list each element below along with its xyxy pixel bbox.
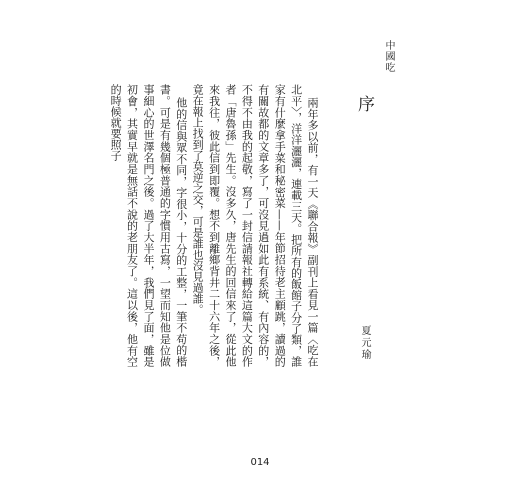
- author-name: 夏元瑜: [359, 325, 370, 361]
- paragraph: 兩年多以前，有一天《聯合報》副刊上看見一篇〈吃在北平〉，洋洋灑灑，連載三天。把所有的飯館子分了類，誰家有什麼拿手菜和秘密菜——年節招待老主顧跳，讀過的有關故都的文章多了，可沒見過如此有系統、有內容的，不得不由我的起敬，寫了一封信請報社轉給這篇大文的作者「唐魯孫」先生。沒多久，唐先生的回信來了，從此他來我往，彼此信到即覆。想不到離鄉背井二十六年之後，竟在報上找到了莫逆之交，可是誰也沒見過誰。: [191, 84, 319, 367]
- page-number: 014: [250, 457, 270, 468]
- paragraph: 他的信與眾不同，字很小，十分的工整，一筆不苟的楷書。可是有幾個極普通的字慣用古寫，一望而知他是位做事細心的世澤名門之後。過了大半年，我們見了面，雖是初會，其實早就是無話不說的老朋友了。這以後，他有空的時候就要照子: [109, 84, 188, 367]
- chapter-title: 序: [354, 95, 374, 114]
- preface-body: [109, 84, 320, 367]
- running-head-book-title: 中國吃: [383, 40, 394, 73]
